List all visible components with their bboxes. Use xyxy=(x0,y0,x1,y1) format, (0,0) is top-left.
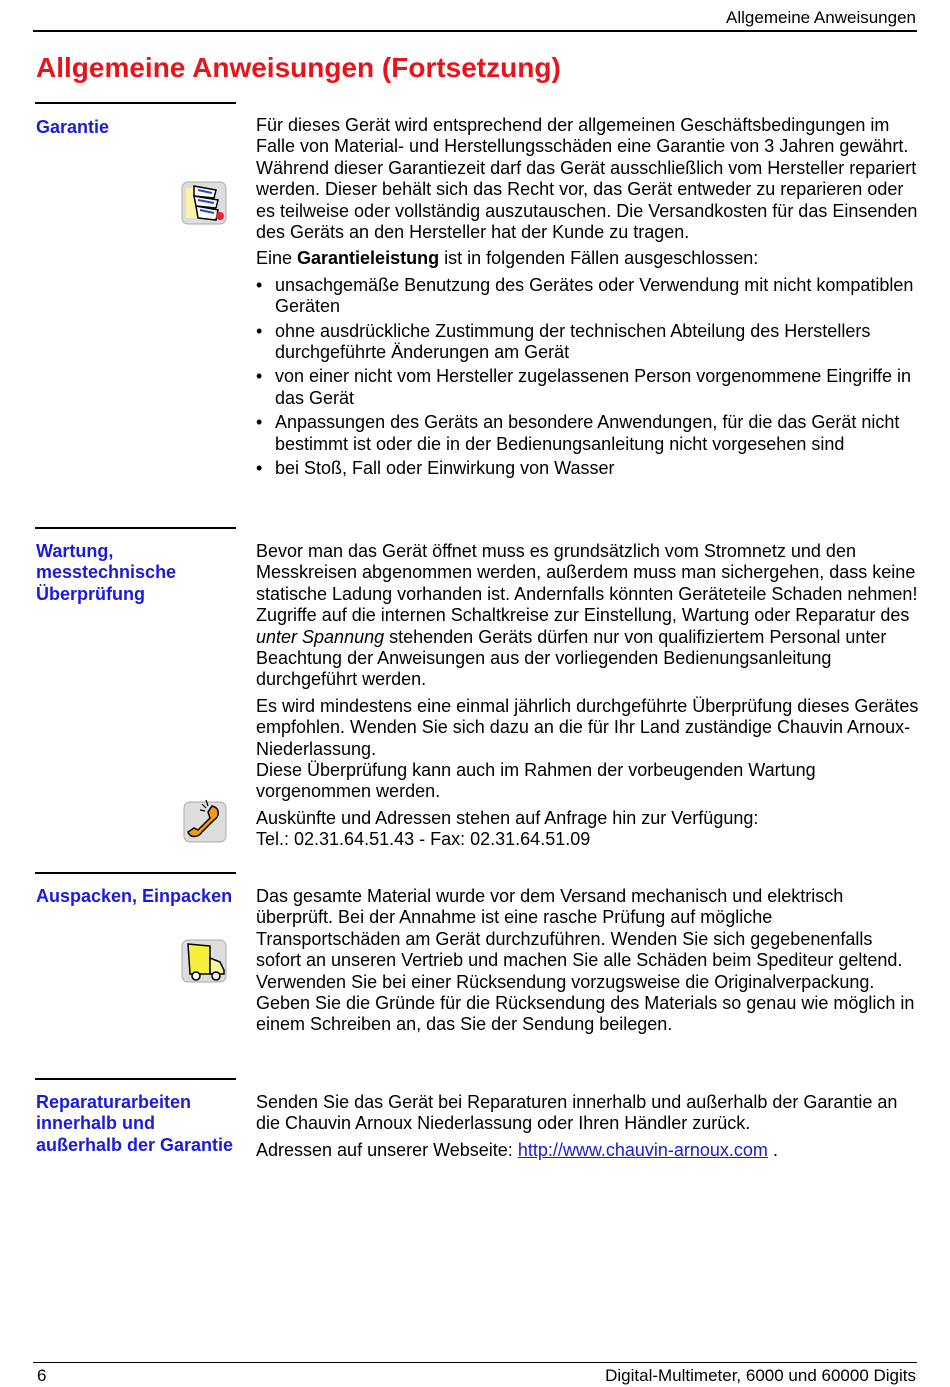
paragraph: Senden Sie das Gerät bei Reparaturen innerhalb und außerhalb der Garantie an die Chauvin Arnoux Niederlassung oder Ihren Händler zurück. xyxy=(256,1092,898,1134)
list-item: • bei Stoß, Fall oder Einwirkung von Wasser xyxy=(256,458,920,479)
section-body-garantie xyxy=(256,115,920,483)
section-label-garantie: Garantie xyxy=(36,117,110,137)
section-body-auspacken xyxy=(256,886,920,1041)
section-label-reparatur: Reparaturarbeiten innerhalb und außerhalb der Garantie xyxy=(36,1092,234,1155)
paragraph xyxy=(256,248,920,269)
list-item: • unsachgemäße Benutzung des Gerätes oder Verwendung mit nicht kompatiblen Geräten xyxy=(256,275,920,318)
list-item: • ohne ausdrückliche Zustimmung der technischen Abteilung des Herstellers durchgeführte Änderungen am Gerät xyxy=(256,321,920,364)
text: ist in folgenden Fällen ausgeschlossen: xyxy=(439,248,759,269)
footer-rule xyxy=(33,1362,917,1363)
running-header: Allgemeine Anweisungen xyxy=(726,8,916,27)
paragraph: Auskünfte und Adressen stehen auf Anfrage hin zur Verfügung: xyxy=(256,807,759,828)
paragraph: Verwenden Sie bei einer Rücksendung vorzugsweise die Originalverpackung. Geben Sie die Gründe für die Rücksendung des Materials so genau wie möglich in einem Schreiben an, das Sie der Sendung beilegen. xyxy=(256,971,915,1035)
section-label-auspacken: Auspacken, Einpacken xyxy=(36,886,233,906)
paragraph: Diese Überprüfung kann auch im Rahmen der vorbeugenden Wartung vorgenommen werden. xyxy=(256,760,816,802)
section-label-wartung: Wartung, messtechnische Überprüfung xyxy=(36,541,177,604)
bold-text: Garantieleistung xyxy=(297,248,440,269)
text: Bevor man das Gerät öffnet muss es grundsätzlich vom Stromnetz und den Messkreisen abgenommen werden, außerdem muss man sichergehen, dass keine statische Ladung vorhanden ist. Andernfalls könnten Geräteteile Schaden nehmen! Zugriffe auf die internen Schaltkreise zur Einstellung, Wartung oder Reparatur des xyxy=(256,541,918,626)
footer-product: Digital-Multimeter, 6000 und 60000 Digits xyxy=(605,1366,916,1385)
paragraph xyxy=(256,541,920,691)
page-title: Allgemeine Anweisungen (Fortsetzung) xyxy=(36,52,561,83)
text: stehenden Geräts dürfen nur von qualifiziertem Personal unter Beachtung der Anweisungen aus der vorliegenden Bedienungsanleitung durchgeführt werden. xyxy=(256,626,887,690)
section-divider xyxy=(35,102,236,104)
contact-numbers: Tel.: 02.31.64.51.43 - Fax: 02.31.64.51.09 xyxy=(256,829,591,850)
paragraph: Das gesamte Material wurde vor dem Versand mechanisch und elektrisch überprüft. Bei der Annahme ist eine rasche Prüfung auf mögliche Transportschäden am Gerät durchzuführen. Wenden Sie sich gegebenenfalls sofort an unseren Vertrieb und machen Sie alle Schäden beim Spediteur geltend. xyxy=(256,886,903,971)
warranty-certificate-icon xyxy=(180,180,228,226)
text: Eine xyxy=(256,248,298,269)
paragraph: Für dieses Gerät wird entsprechend der allgemeinen Geschäftsbedingungen im Falle von Material- und Herstellungsschäden eine Garantie von 3 Jahren gewährt. Während dieser Garantiezeit darf das Gerät ausschließlich vom Hersteller repariert werden. Dieser behält sich das Recht vor, das Gerät entweder zu reparieren oder es teilweise oder vollständig auszutauschen. Die Versandkosten für das Einsenden des Geräts an den Hersteller hat der Kunde zu tragen. xyxy=(256,115,918,243)
delivery-truck-icon xyxy=(180,938,228,984)
list-item: • von einer nicht vom Hersteller zugelassenen Person vorgenommene Eingriffe in das Gerät xyxy=(256,366,920,409)
page-number: 6 xyxy=(37,1366,47,1385)
telephone-icon xyxy=(180,798,228,844)
list-item: • Anpassungen des Geräts an besondere Anwendungen, für die das Gerät nicht bestimmt ist oder die in der Bedienungsanleitung nicht vorgesehen sind xyxy=(256,412,920,455)
text: Adressen auf unserer Webseite: xyxy=(256,1139,518,1160)
section-body-reparatur xyxy=(256,1092,920,1166)
website-link[interactable]: http://www.chauvin-arnoux.com xyxy=(517,1139,768,1160)
section-divider xyxy=(35,527,236,529)
section-divider xyxy=(35,872,236,874)
section-divider xyxy=(35,1078,236,1080)
exclusion-list xyxy=(256,275,920,480)
header-rule xyxy=(33,30,917,32)
section-body-wartung xyxy=(256,541,920,856)
paragraph: Es wird mindestens eine einmal jährlich durchgeführte Überprüfung dieses Gerätes empfohlen. Wenden Sie sich dazu an die für Ihr Land zuständige Chauvin Arnoux-Niederlassung. xyxy=(256,695,919,759)
italic-text: unter Spannung xyxy=(256,626,385,647)
paragraph xyxy=(256,1140,920,1161)
text: . xyxy=(767,1139,778,1160)
